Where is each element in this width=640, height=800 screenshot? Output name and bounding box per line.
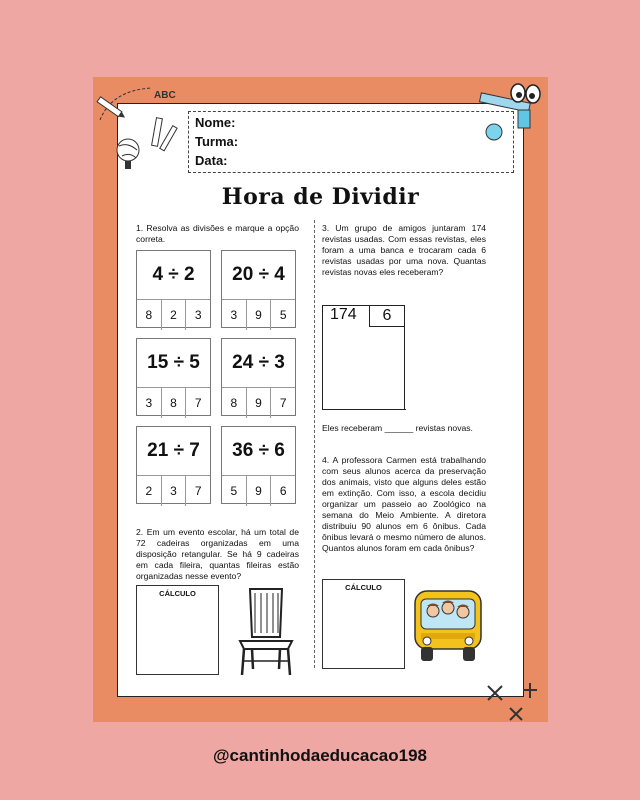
division-box (221, 426, 296, 504)
division-expression: 36 ÷ 6 (232, 440, 285, 461)
division-expression: 24 ÷ 3 (232, 352, 285, 373)
division-expression: 4 ÷ 2 (152, 264, 195, 285)
name-label: Nome: (195, 115, 236, 130)
division-box (136, 250, 211, 328)
division-box (136, 338, 211, 416)
answer-option[interactable]: 2 (161, 300, 186, 330)
divisor: 6 (369, 305, 404, 327)
answer-option[interactable]: 3 (161, 476, 186, 506)
answer-option[interactable]: 7 (185, 476, 210, 506)
answer-option[interactable]: 3 (145, 396, 153, 410)
answer-option[interactable]: 7 (270, 388, 295, 418)
answer-option[interactable]: 9 (246, 476, 271, 506)
question-3-text: 3. Um grupo de amigos juntaram 174 revistas usadas. Com essas revistas, eles foram a uma banca e trocaram cada 6 revistas usadas por uma nova. Quantas revistas novas eles receberam? (322, 223, 486, 277)
answer-option[interactable]: 2 (145, 484, 153, 498)
answer-option[interactable]: 9 (246, 388, 271, 418)
answer-option[interactable]: 9 (246, 300, 271, 330)
answer-option[interactable]: 6 (270, 476, 295, 506)
division-expression: 21 ÷ 7 (147, 440, 200, 461)
calculation-box[interactable] (136, 585, 219, 675)
class-label: Turma: (195, 134, 239, 149)
worksheet-title: Hora de Dividir (221, 184, 420, 210)
date-label: Data: (195, 153, 228, 168)
abc-doodle-text: ABC (154, 90, 176, 101)
calculation-box[interactable] (322, 579, 405, 669)
school-doodle-icon (92, 80, 192, 175)
question-1-text: 1. Resolva as divisões e marque a opção correta. (136, 223, 299, 244)
question-4-text: 4. A professora Carmen está trabalhando com seus alunos acerca da preservação dos animais, visto que alguns deles estão em extinção. Com isso, a escola decidiu organizar um passeio ao Zoológico na semana do Meio Ambiente. A diretora distribuiu 90 alunos em 6 ônibus. Cada ônibus levará o mesmo número de alunos. Quantos alunos foram em cada ônibus? (322, 455, 486, 553)
answer-option[interactable]: 3 (185, 300, 210, 330)
answer-option[interactable]: 8 (161, 388, 186, 418)
answer-option[interactable]: 3 (230, 308, 238, 322)
student-info-box (188, 111, 514, 173)
answer-option[interactable]: 7 (185, 388, 210, 418)
column-divider (314, 220, 315, 668)
division-expression: 20 ÷ 4 (232, 264, 285, 285)
question-2-text: 2. Em um evento escolar, há um total de 72 cadeiras organizadas em uma disposição retangular. Se há 9 cadeiras em cada fileira, quantas fileiras estão organizadas nesse evento? (136, 527, 299, 581)
division-right-line (404, 305, 405, 409)
division-box (136, 426, 211, 504)
math-symbols-doodle-icon (480, 678, 550, 723)
calculation-label: CÁLCULO (345, 583, 382, 592)
division-box (221, 338, 296, 416)
question-3-answer: Eles receberam ______ revistas novas. (322, 423, 473, 433)
answer-option[interactable]: 5 (230, 484, 238, 498)
division-box (221, 250, 296, 328)
dividend: 174 (330, 306, 357, 323)
calculation-label: CÁLCULO (159, 589, 196, 598)
division-expression: 15 ÷ 5 (147, 352, 200, 373)
answer-option[interactable]: 8 (145, 308, 153, 322)
answer-option[interactable]: 8 (230, 396, 238, 410)
footer-handle: @cantinhodaeducacao198 (212, 746, 428, 765)
chair-icon (236, 585, 296, 677)
answer-option[interactable]: 5 (270, 300, 295, 330)
school-bus-icon (411, 583, 485, 665)
